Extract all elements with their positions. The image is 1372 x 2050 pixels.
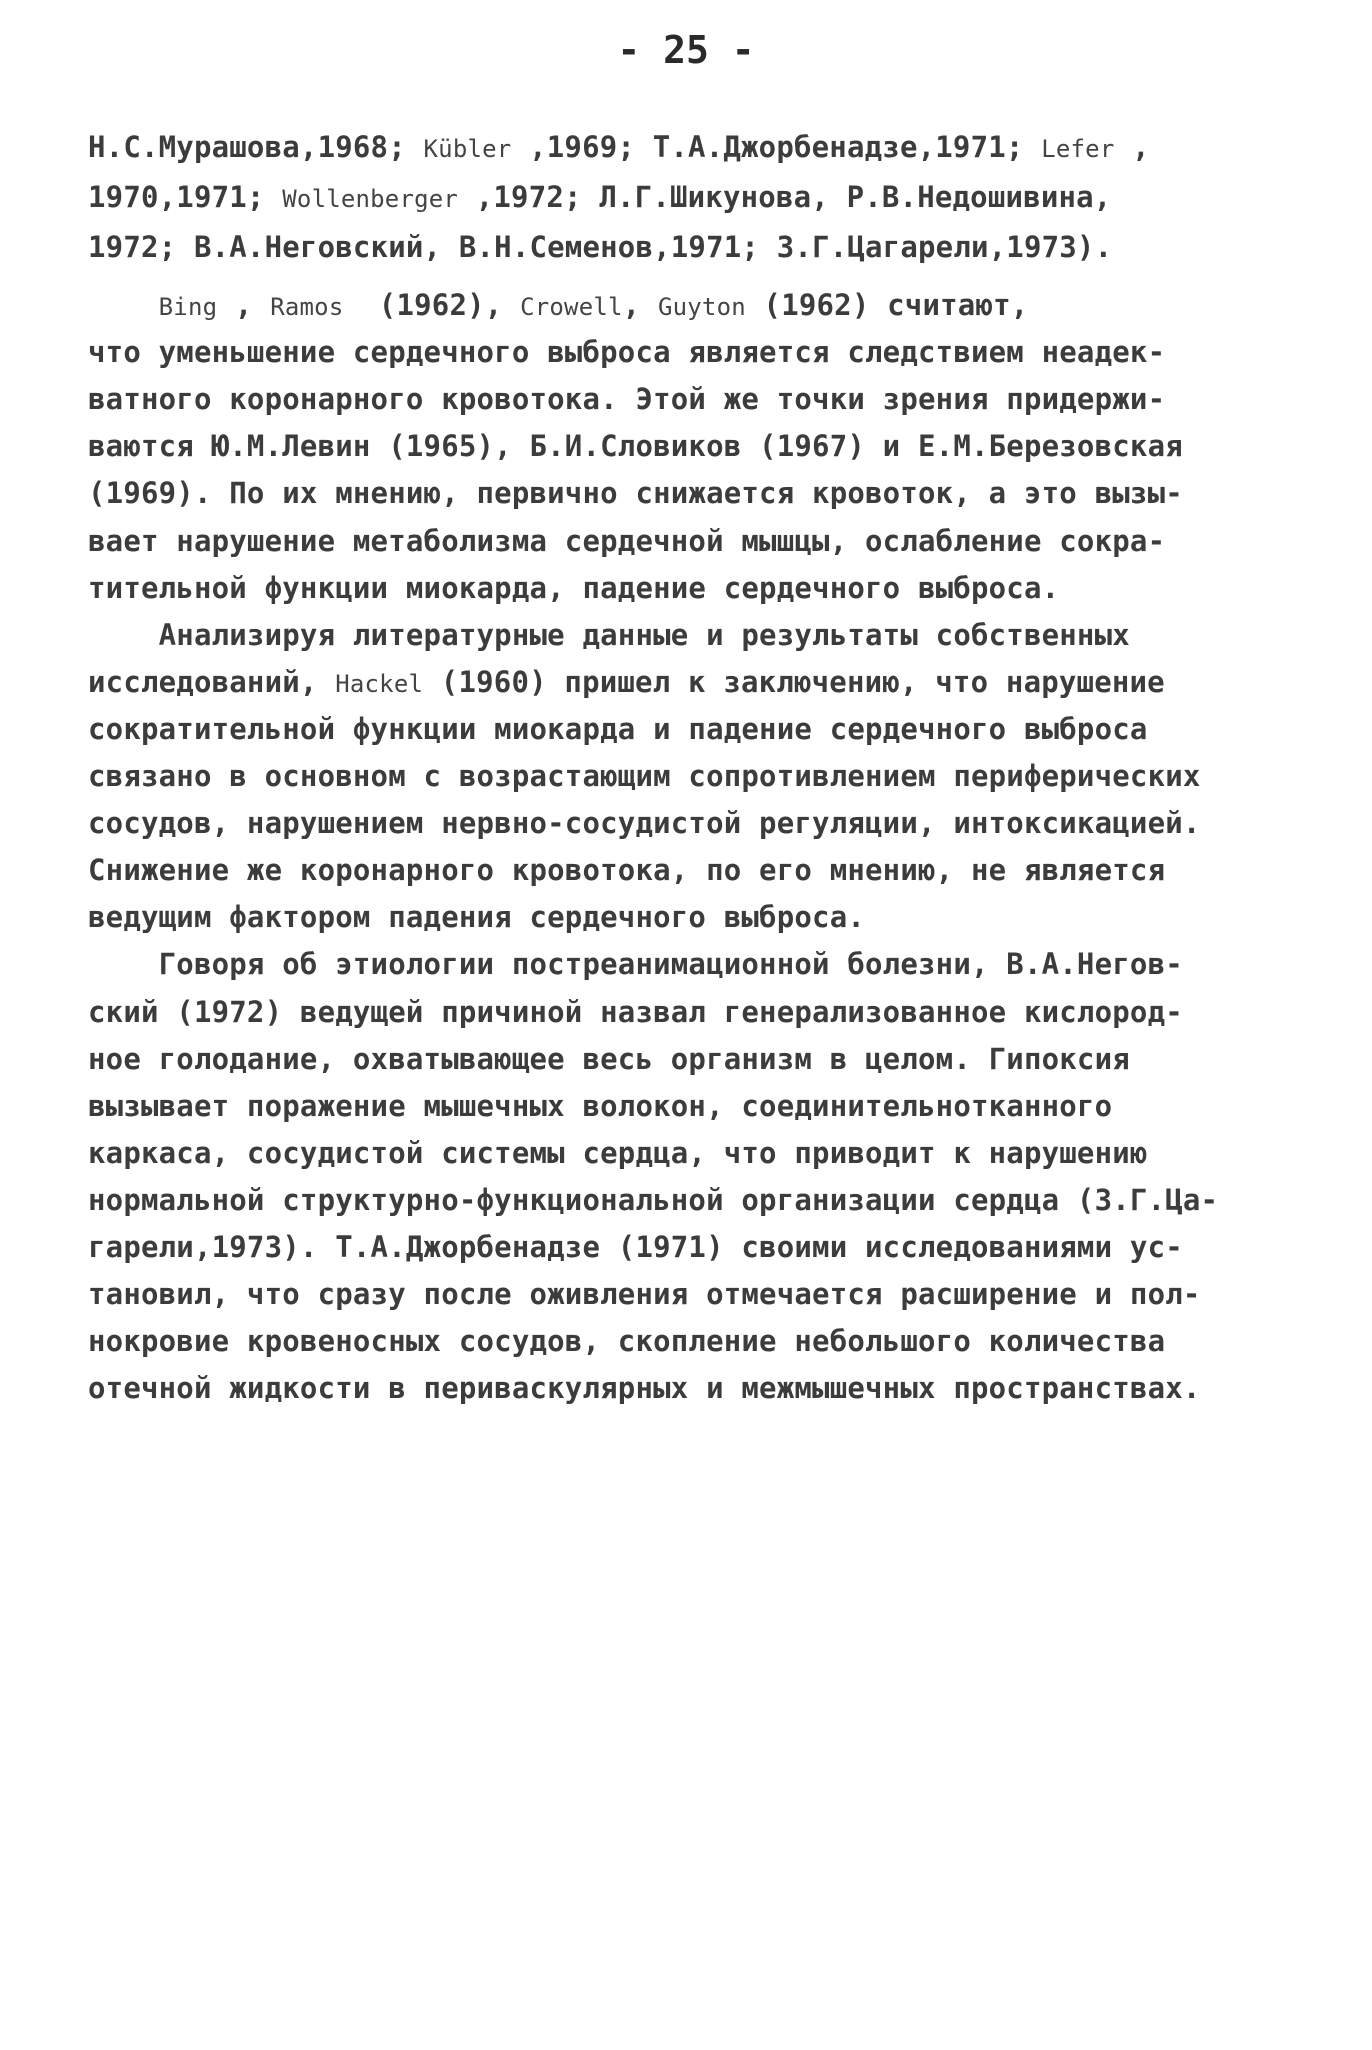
text-line: [88, 335, 1372, 369]
latin-author-name: Hackel: [335, 669, 424, 698]
text-segment: 1970,1971;: [88, 180, 283, 214]
text-line: [88, 947, 1372, 981]
text-line: [88, 806, 1372, 840]
text-segment: (1962) считают,: [745, 288, 1029, 322]
latin-author-name: Kübler: [423, 135, 512, 163]
text-line: [88, 759, 1372, 793]
text-line: [88, 618, 1372, 652]
text-segment: ,: [217, 288, 271, 322]
text-segment: Н.С.Мурашова,1968;: [88, 130, 424, 164]
text-segment: Говоря об этиологии постреанимационной болезни, В.А.Негов-: [88, 947, 1183, 982]
text-segment: [88, 288, 159, 322]
text-line: [88, 1136, 1372, 1170]
text-segment: тительной функции миокарда, падение сердечного выброса.: [88, 570, 1060, 605]
text-segment: вает нарушение метаболизма сердечной мышцы, ослабление сокра-: [88, 523, 1166, 558]
text-segment: связано в основном с возрастающим сопротивлением периферических: [88, 759, 1201, 793]
text-line: [88, 130, 1372, 164]
text-segment: Снижение же коронарного кровотока, по его мнению, не является: [88, 853, 1166, 888]
latin-author-name: Crowell: [520, 293, 623, 321]
latin-author-name: Ramos: [270, 293, 344, 321]
text-line: [88, 1183, 1372, 1217]
text-segment: сократительной функции миокарда и падение сердечного выброса: [88, 711, 1148, 746]
text-line: [88, 900, 1372, 934]
text-line: [88, 476, 1372, 510]
text-segment: сосудов, нарушением нервно-сосудистой регуляции, интоксикацией.: [88, 806, 1201, 841]
text-line: [88, 571, 1372, 605]
text-line: [88, 1324, 1372, 1358]
text-line: [88, 230, 1372, 264]
text-segment: тановил, что сразу после оживления отмечается расширение и пол-: [88, 1277, 1201, 1312]
latin-author-name: Bing: [158, 293, 218, 321]
text-segment: ное голодание, охватывающее весь организм в целом. Гипоксия: [88, 1041, 1130, 1076]
text-segment: ский (1972) ведущей причиной назвал генерализованное кислород-: [88, 994, 1183, 1029]
text-segment: ваются Ю.М.Левин (1965), Б.И.Словиков (1967) и Е.М.Березовская: [88, 429, 1183, 464]
text-segment: ,: [622, 288, 658, 322]
text-line: [88, 1230, 1372, 1264]
text-segment: (1960) пришел к заключению, что нарушение: [423, 664, 1165, 699]
text-segment: Анализируя литературные данные и результаты собственных: [88, 617, 1130, 652]
text-segment: ,1972; Л.Г.Шикунова, Р.В.Недошивина,: [458, 180, 1112, 214]
text-line: [88, 853, 1372, 887]
text-segment: гарели,1973). Т.А.Джорбенадзе (1971) своими исследованиями ус-: [88, 1230, 1183, 1264]
text-line: [88, 665, 1372, 699]
text-segment: отечной жидкости в периваскулярных и межмышечных пространствах.: [88, 1371, 1201, 1406]
text-line: [88, 995, 1372, 1029]
text-segment: ведущим фактором падения сердечного выброса.: [88, 900, 866, 935]
text-line: [88, 1277, 1372, 1311]
text-segment: ,1969; Т.А.Джорбенадзе,1971;: [511, 130, 1042, 164]
text-segment: нормальной структурно-функциональной организации сердца (З.Г.Ца-: [88, 1182, 1219, 1217]
text-segment: (1969). По их мнению, первично снижается кровоток, а это вызы-: [88, 476, 1183, 511]
page-number: - 25 -: [617, 28, 755, 72]
text-segment: исследований,: [88, 664, 336, 699]
text-segment: (1962),: [343, 288, 521, 322]
text-segment: что уменьшение сердечного выброса является следствием неадек-: [88, 335, 1166, 370]
text-line: [88, 524, 1372, 558]
text-segment: вызывает поражение мышечных волокон, соединительнотканного: [88, 1088, 1113, 1123]
text-segment: каркаса, сосудистой системы сердца, что приводит к нарушению: [88, 1135, 1148, 1170]
text-line: [88, 1089, 1372, 1123]
text-segment: ,: [1114, 130, 1150, 164]
latin-author-name: Guyton: [657, 293, 746, 321]
text-line: [88, 712, 1372, 746]
latin-author-name: Lefer: [1041, 135, 1115, 163]
text-line: [88, 382, 1372, 416]
text-segment: нокровие кровеносных сосудов, скопление небольшого количества: [88, 1324, 1166, 1359]
text-line: [88, 1042, 1372, 1076]
text-segment: 1972; В.А.Неговский, В.Н.Семенов,1971; З.Г.Цагарели,1973).: [88, 230, 1113, 264]
text-line: [88, 288, 1372, 322]
latin-author-name: Wollenberger: [282, 185, 459, 213]
text-segment: ватного коронарного кровотока. Этой же точки зрения придержи-: [88, 382, 1166, 417]
text-line: [88, 429, 1372, 463]
text-line: [88, 1371, 1372, 1405]
text-line: [88, 180, 1372, 214]
